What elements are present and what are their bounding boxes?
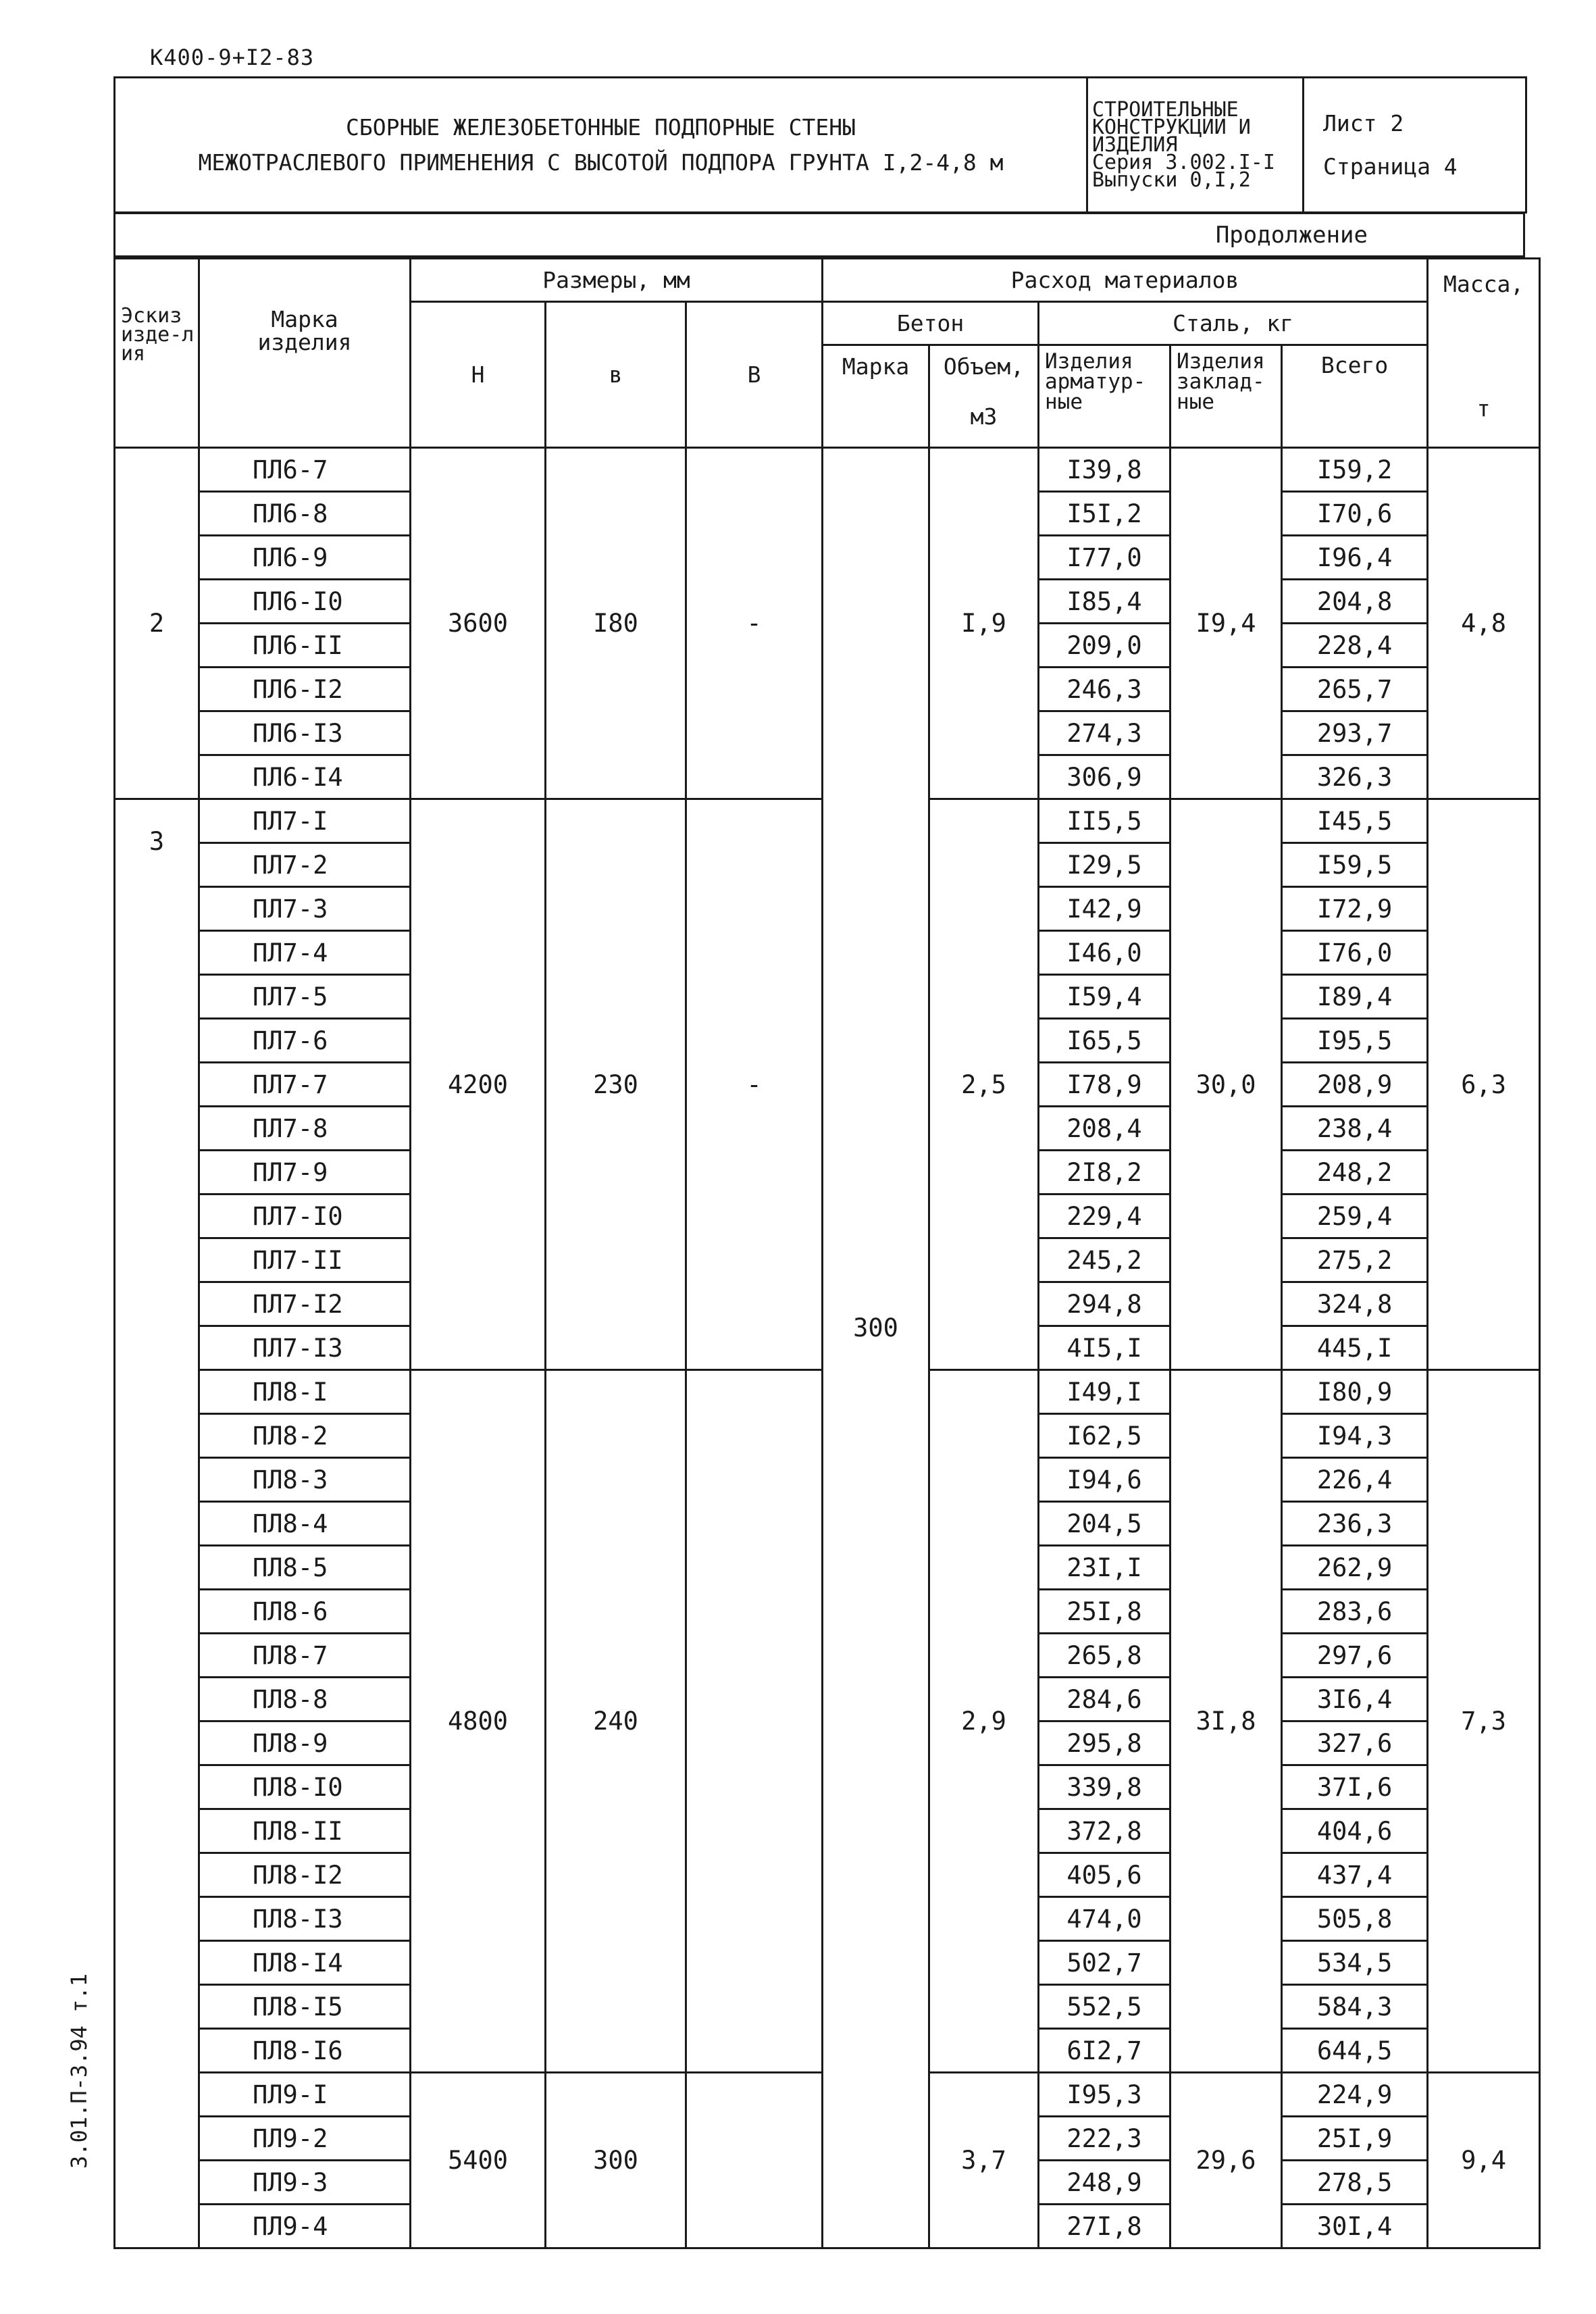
concrete-grade-cell: 300	[823, 448, 929, 2248]
height-cell: 4800	[411, 1370, 546, 2073]
total-cell: I94,3	[1282, 1414, 1428, 1458]
total-cell: 327,6	[1282, 1721, 1428, 1765]
reinforcement-cell: I78,9	[1039, 1063, 1170, 1107]
reinforcement-cell: 372,8	[1039, 1809, 1170, 1853]
volume-cell: 2,9	[929, 1370, 1039, 2073]
reinforcement-cell: I39,8	[1039, 448, 1170, 492]
total-cell: 278,5	[1282, 2161, 1428, 2205]
table-body	[115, 448, 1540, 2248]
mark-cell: ПЛ6-8	[199, 492, 411, 536]
total-cell: 437,4	[1282, 1853, 1428, 1897]
width-cell: -	[686, 448, 823, 799]
total-cell: 25I,9	[1282, 2117, 1428, 2161]
header-mass-unit: т	[1476, 395, 1491, 422]
volume-cell: 2,5	[929, 799, 1039, 1370]
mark-cell: ПЛ8-8	[199, 1678, 411, 1721]
header-H: Н	[411, 302, 546, 448]
total-cell: I72,9	[1282, 887, 1428, 931]
reinforcement-cell: 294,8	[1039, 1282, 1170, 1326]
mark-cell: ПЛ6-9	[199, 536, 411, 580]
reinforcement-cell: 25I,8	[1039, 1590, 1170, 1634]
total-cell: 224,9	[1282, 2073, 1428, 2117]
mark-cell: ПЛ7-6	[199, 1019, 411, 1063]
reinforcement-cell: 209,0	[1039, 624, 1170, 668]
header-volume-label: Объем,	[943, 353, 1025, 380]
width-cell	[686, 1370, 823, 2073]
header-sketch: Эскиз изде-лия	[115, 259, 199, 448]
mark-cell: ПЛ7-I0	[199, 1194, 411, 1238]
header-mass	[1428, 259, 1540, 448]
total-cell: 505,8	[1282, 1897, 1428, 1941]
continuation-row	[113, 212, 1525, 257]
header-b: в	[546, 302, 686, 448]
total-cell: 3I6,4	[1282, 1678, 1428, 1721]
reinforcement-cell: 502,7	[1039, 1941, 1170, 1985]
table-row	[115, 448, 1540, 492]
total-cell: 265,7	[1282, 668, 1428, 711]
width-cell	[686, 2073, 823, 2248]
total-cell: 326,3	[1282, 755, 1428, 799]
series-line-4: Серия 3.002.I-I	[1092, 150, 1275, 174]
mark-cell: ПЛ8-4	[199, 1502, 411, 1546]
series-line-3: ИЗДЕЛИЯ	[1092, 132, 1178, 157]
reinforcement-cell: 474,0	[1039, 1897, 1170, 1941]
reinforcement-cell: 27I,8	[1039, 2205, 1170, 2248]
sketch-cell: 3	[115, 799, 199, 2248]
header-reinforcement: Изделия арматур-ные	[1039, 345, 1170, 448]
reinforcement-cell: I94,6	[1039, 1458, 1170, 1502]
series-line-2: КОНСТРУКЦИИ И	[1092, 115, 1251, 139]
mark-cell: ПЛ8-I	[199, 1370, 411, 1414]
mass-cell: 9,4	[1428, 2073, 1540, 2248]
thickness-cell: 300	[546, 2073, 686, 2248]
side-stamp: 3.01.П-3.94 т.1	[66, 1973, 92, 2169]
mark-cell: ПЛ7-I	[199, 799, 411, 843]
header-embedded: Изделия заклад-ные	[1170, 345, 1282, 448]
total-cell: 226,4	[1282, 1458, 1428, 1502]
total-cell: 324,8	[1282, 1282, 1428, 1326]
mark-cell: ПЛ6-7	[199, 448, 411, 492]
header-materials: Расход материалов	[823, 259, 1428, 302]
mark-cell: ПЛ9-3	[199, 2161, 411, 2205]
mark-cell: ПЛ7-I3	[199, 1326, 411, 1370]
mark-cell: ПЛ8-I2	[199, 1853, 411, 1897]
reinforcement-cell: 274,3	[1039, 711, 1170, 755]
total-cell: 644,5	[1282, 2029, 1428, 2073]
total-cell: 238,4	[1282, 1107, 1428, 1151]
reinforcement-cell: II5,5	[1039, 799, 1170, 843]
mark-cell: ПЛ8-9	[199, 1721, 411, 1765]
volume-cell: I,9	[929, 448, 1039, 799]
reinforcement-cell: 245,2	[1039, 1238, 1170, 1282]
mark-cell: ПЛ8-I4	[199, 1941, 411, 1985]
mark-cell: ПЛ8-6	[199, 1590, 411, 1634]
reinforcement-cell: 265,8	[1039, 1634, 1170, 1678]
header-volume-unit: м3	[970, 403, 998, 430]
reinforcement-cell: 405,6	[1039, 1853, 1170, 1897]
height-cell: 5400	[411, 2073, 546, 2248]
header-mass-label: Масса,	[1443, 271, 1524, 297]
total-cell: 259,4	[1282, 1194, 1428, 1238]
mark-cell: ПЛ8-I6	[199, 2029, 411, 2073]
mark-cell: ПЛ7-4	[199, 931, 411, 975]
volume-cell: 3,7	[929, 2073, 1039, 2248]
mark-cell: ПЛ7-8	[199, 1107, 411, 1151]
reinforcement-cell: 552,5	[1039, 1985, 1170, 2029]
total-cell: 534,5	[1282, 1941, 1428, 1985]
series-line-1: СТРОИТЕЛЬНЫЕ	[1092, 97, 1239, 122]
reinforcement-cell: 295,8	[1039, 1721, 1170, 1765]
header-B: В	[686, 302, 823, 448]
header-concrete-grade: Марка	[823, 345, 929, 448]
mark-cell: ПЛ6-I4	[199, 755, 411, 799]
title-block	[113, 76, 1527, 213]
thickness-cell: 240	[546, 1370, 686, 2073]
total-cell: I45,5	[1282, 799, 1428, 843]
reinforcement-cell: 4I5,I	[1039, 1326, 1170, 1370]
total-cell: 445,I	[1282, 1326, 1428, 1370]
mark-cell: ПЛ7-II	[199, 1238, 411, 1282]
mark-cell: ПЛ9-I	[199, 2073, 411, 2117]
reinforcement-cell: I59,4	[1039, 975, 1170, 1019]
mark-cell: ПЛ7-7	[199, 1063, 411, 1107]
reinforcement-cell: 23I,I	[1039, 1546, 1170, 1590]
total-cell: 248,2	[1282, 1151, 1428, 1194]
mass-cell: 7,3	[1428, 1370, 1540, 2073]
total-cell: 283,6	[1282, 1590, 1428, 1634]
header-steel: Сталь, кг	[1039, 302, 1428, 345]
total-cell: 584,3	[1282, 1985, 1428, 2029]
title-line-2: МЕЖОТРАСЛЕВОГО ПРИМЕНЕНИЯ С ВЫСОТОЙ ПОДПОРА ГРУНТА I,2-4,8 м	[198, 149, 1004, 176]
reinforcement-cell: 246,3	[1039, 668, 1170, 711]
reinforcement-cell: 339,8	[1039, 1765, 1170, 1809]
mark-cell: ПЛ9-2	[199, 2117, 411, 2161]
total-cell: 404,6	[1282, 1809, 1428, 1853]
reinforcement-cell: I95,3	[1039, 2073, 1170, 2117]
thickness-cell: I80	[546, 448, 686, 799]
mark-cell: ПЛ6-I2	[199, 668, 411, 711]
reinforcement-cell: 306,9	[1039, 755, 1170, 799]
reinforcement-cell: 208,4	[1039, 1107, 1170, 1151]
mark-cell: ПЛ7-9	[199, 1151, 411, 1194]
mark-cell: ПЛ8-I3	[199, 1897, 411, 1941]
total-cell: 297,6	[1282, 1634, 1428, 1678]
sketch-cell: 2	[115, 448, 199, 799]
reinforcement-cell: I5I,2	[1039, 492, 1170, 536]
total-cell: 37I,6	[1282, 1765, 1428, 1809]
mark-cell: ПЛ8-3	[199, 1458, 411, 1502]
continuation-label: Продолжение	[115, 213, 1524, 257]
reinforcement-cell: 222,3	[1039, 2117, 1170, 2161]
embedded-cell: 29,6	[1170, 2073, 1282, 2248]
mass-cell: 4,8	[1428, 448, 1540, 799]
thickness-cell: 230	[546, 799, 686, 1370]
reinforcement-cell: I77,0	[1039, 536, 1170, 580]
mark-cell: ПЛ8-II	[199, 1809, 411, 1853]
page-number: Страница 4	[1323, 153, 1458, 180]
reinforcement-cell: I65,5	[1039, 1019, 1170, 1063]
document-code: К400-9+I2-83	[150, 45, 315, 70]
mark-cell: ПЛ7-2	[199, 843, 411, 887]
total-cell: 204,8	[1282, 580, 1428, 624]
reinforcement-cell: 204,5	[1039, 1502, 1170, 1546]
reinforcement-cell: I29,5	[1039, 843, 1170, 887]
sheet-number: Лист 2	[1323, 109, 1404, 136]
materials-table	[113, 257, 1541, 2249]
total-cell: I59,2	[1282, 448, 1428, 492]
mark-cell: ПЛ8-7	[199, 1634, 411, 1678]
reinforcement-cell: 284,6	[1039, 1678, 1170, 1721]
embedded-cell: 3I,8	[1170, 1370, 1282, 2073]
mark-cell: ПЛ9-4	[199, 2205, 411, 2248]
reinforcement-cell: I42,9	[1039, 887, 1170, 931]
width-cell: -	[686, 799, 823, 1370]
total-cell: I89,4	[1282, 975, 1428, 1019]
mark-cell: ПЛ6-I0	[199, 580, 411, 624]
total-cell: 208,9	[1282, 1063, 1428, 1107]
embedded-cell: 30,0	[1170, 799, 1282, 1370]
mark-cell: ПЛ7-5	[199, 975, 411, 1019]
header-volume	[929, 345, 1039, 448]
total-cell: 262,9	[1282, 1546, 1428, 1590]
total-cell: 30I,4	[1282, 2205, 1428, 2248]
mark-cell: ПЛ8-I0	[199, 1765, 411, 1809]
total-cell: I95,5	[1282, 1019, 1428, 1063]
total-cell: I70,6	[1282, 492, 1428, 536]
mark-cell: ПЛ7-I2	[199, 1282, 411, 1326]
series-cell	[1087, 78, 1304, 213]
header-total: Всего	[1282, 345, 1428, 448]
mark-cell: ПЛ8-5	[199, 1546, 411, 1590]
total-cell: 228,4	[1282, 624, 1428, 668]
total-cell: I96,4	[1282, 536, 1428, 580]
embedded-cell: I9,4	[1170, 448, 1282, 799]
reinforcement-cell: I46,0	[1039, 931, 1170, 975]
reinforcement-cell: I62,5	[1039, 1414, 1170, 1458]
mass-cell: 6,3	[1428, 799, 1540, 1370]
sheet-cell	[1304, 78, 1526, 213]
total-cell: I59,5	[1282, 843, 1428, 887]
header-mark: Марка изделия	[199, 259, 411, 448]
mark-cell: ПЛ6-I3	[199, 711, 411, 755]
total-cell: 236,3	[1282, 1502, 1428, 1546]
reinforcement-cell: I85,4	[1039, 580, 1170, 624]
reinforcement-cell: 6I2,7	[1039, 2029, 1170, 2073]
header-concrete: Бетон	[823, 302, 1039, 345]
reinforcement-cell: 229,4	[1039, 1194, 1170, 1238]
header-dimensions: Размеры, мм	[411, 259, 823, 302]
height-cell: 3600	[411, 448, 546, 799]
total-cell: 275,2	[1282, 1238, 1428, 1282]
reinforcement-cell: 2I8,2	[1039, 1151, 1170, 1194]
reinforcement-cell: 248,9	[1039, 2161, 1170, 2205]
height-cell: 4200	[411, 799, 546, 1370]
mark-cell: ПЛ8-I5	[199, 1985, 411, 2029]
total-cell: I80,9	[1282, 1370, 1428, 1414]
total-cell: 293,7	[1282, 711, 1428, 755]
total-cell: I76,0	[1282, 931, 1428, 975]
reinforcement-cell: I49,I	[1039, 1370, 1170, 1414]
mark-cell: ПЛ8-2	[199, 1414, 411, 1458]
series-line-5: Выпуски 0,I,2	[1092, 168, 1251, 192]
mark-cell: ПЛ7-3	[199, 887, 411, 931]
document-title	[115, 78, 1087, 213]
title-line-1: СБОРНЫЕ ЖЕЛЕЗОБЕТОННЫЕ ПОДПОРНЫЕ СТЕНЫ	[346, 114, 856, 141]
mark-cell: ПЛ6-II	[199, 624, 411, 668]
